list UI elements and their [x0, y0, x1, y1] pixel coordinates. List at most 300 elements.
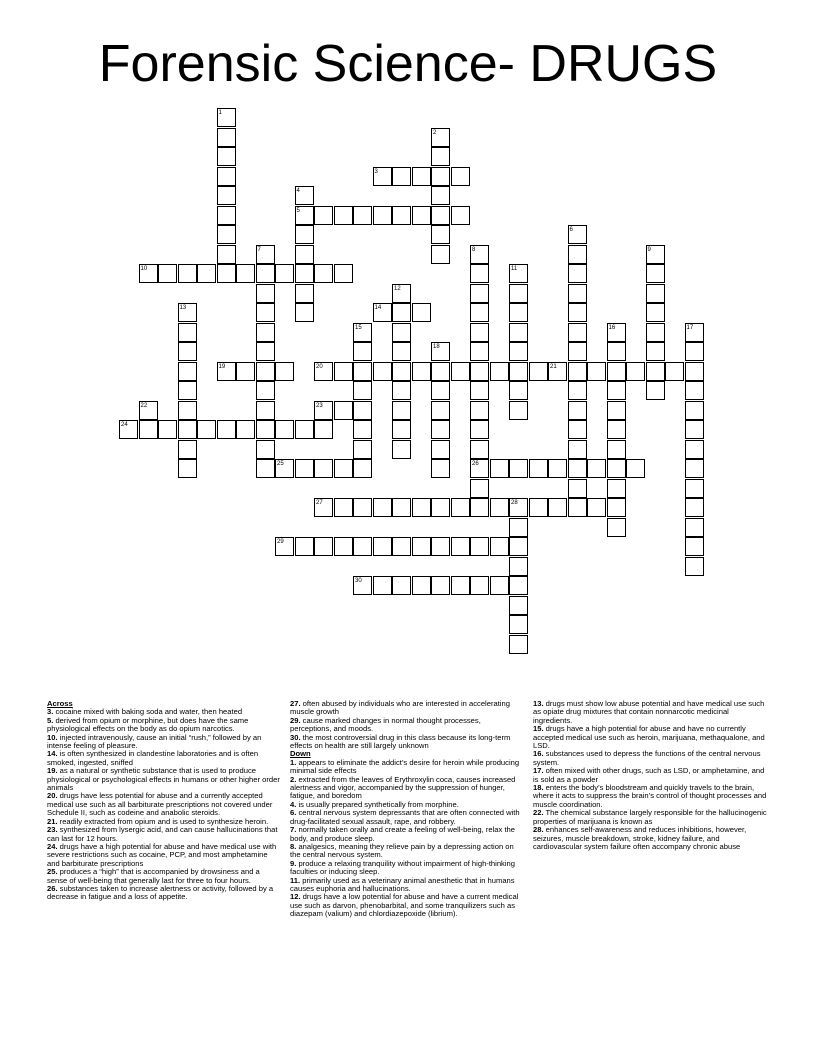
clue-item-number: 3.: [47, 707, 54, 717]
clue-item-number: 15.: [533, 724, 544, 734]
clue-number: 26: [472, 461, 479, 467]
grid-cell[interactable]: [217, 420, 236, 439]
clue-number: 12: [394, 285, 401, 292]
grid-cell[interactable]: [509, 381, 528, 400]
grid-cell[interactable]: [685, 440, 704, 459]
grid-cell[interactable]: [178, 342, 197, 361]
grid-cell[interactable]: [470, 264, 489, 283]
grid-cell[interactable]: [470, 420, 489, 439]
grid-cell[interactable]: [314, 206, 333, 225]
grid-cell[interactable]: [470, 576, 489, 595]
clue-item-number: 12.: [290, 892, 301, 902]
clue-number: 29: [277, 539, 284, 545]
clue-item: [47, 767, 282, 792]
clue-number: 10: [140, 266, 148, 272]
clue-item-text: is usually prepared synthetically from morphine.: [296, 799, 459, 809]
grid-cell[interactable]: [646, 323, 665, 342]
grid-cell[interactable]: [256, 284, 275, 303]
grid-cell[interactable]: [334, 498, 353, 517]
clue-item-number: 2.: [290, 774, 297, 784]
grid-cell[interactable]: [626, 459, 645, 478]
grid-cell[interactable]: [685, 459, 704, 478]
grid-cell[interactable]: [353, 420, 372, 439]
grid-cell[interactable]: [607, 362, 626, 381]
grid-cell[interactable]: [431, 167, 450, 186]
grid-cell[interactable]: [217, 108, 236, 127]
clue-item-text: is often synthesized in clandestine laboratories and is often smoked, ingested, sniffed: [47, 749, 259, 767]
grid-cell[interactable]: [412, 576, 431, 595]
grid-cell[interactable]: [685, 479, 704, 498]
grid-cell[interactable]: [178, 459, 197, 478]
grid-cell[interactable]: [431, 537, 450, 556]
grid-cell[interactable]: [646, 362, 665, 381]
grid-cell[interactable]: [334, 264, 353, 283]
grid-cell[interactable]: [256, 459, 275, 478]
grid-cell[interactable]: [685, 342, 704, 361]
clue-number: 24: [121, 422, 128, 428]
clue-item-number: 14.: [47, 749, 58, 759]
clue-number: 4: [296, 188, 300, 194]
clue-item-number: 4.: [290, 799, 297, 809]
clue-number: 7: [257, 246, 261, 253]
clue-item-text: normally taken orally and create a feeling of well-being, relax the body, and produce sleep.: [290, 825, 515, 843]
grid-cell[interactable]: [646, 342, 665, 361]
grid-cell[interactable]: [295, 245, 314, 264]
grid-cell[interactable]: [217, 147, 236, 166]
clue-item-text: often abused by individuals who are interested in accelerating muscle growth: [290, 699, 510, 717]
grid-cell[interactable]: [373, 362, 392, 381]
clue-item-text: extracted from the leaves of Erythroxylin coca, causes increased alertness and vigor, accompanied by the suppression of hunger, fatigue, and boredom: [290, 774, 516, 801]
grid-cell[interactable]: [392, 303, 411, 322]
grid-cell[interactable]: [158, 420, 177, 439]
clue-item: [47, 717, 282, 734]
grid-cell[interactable]: [256, 362, 275, 381]
clue-item: [533, 809, 768, 826]
grid-cell[interactable]: [256, 401, 275, 420]
grid-cell[interactable]: [256, 342, 275, 361]
grid-cell[interactable]: [353, 401, 372, 420]
clue-item: [290, 776, 522, 801]
clue-item-number: 13.: [533, 699, 544, 708]
clue-item-number: 27.: [290, 699, 301, 708]
grid-cell[interactable]: [490, 362, 509, 381]
grid-cell[interactable]: [685, 401, 704, 420]
grid-cell[interactable]: [295, 537, 314, 556]
grid-cell[interactable]: [568, 245, 587, 264]
clue-item-text: drugs have less potential for abuse and a currently accepted medical use such as all barbiturate prescriptions not covered under Schedule II, such as codeine and anabolic steroids.: [47, 791, 273, 818]
grid-cell[interactable]: [275, 420, 294, 439]
clue-number: 19: [218, 363, 226, 370]
grid-cell[interactable]: [431, 420, 450, 439]
grid-cell[interactable]: [509, 342, 528, 361]
grid-cell[interactable]: [490, 459, 509, 478]
grid-cell[interactable]: [256, 440, 275, 459]
clue-number: 23: [316, 402, 323, 409]
grid-cell[interactable]: [431, 381, 450, 400]
grid-cell[interactable]: [568, 323, 587, 342]
grid-cell[interactable]: [470, 479, 489, 498]
grid-cell[interactable]: [314, 459, 333, 478]
grid-cell[interactable]: [373, 537, 392, 556]
grid-cell[interactable]: [509, 537, 528, 556]
grid-cell[interactable]: [353, 576, 372, 595]
grid-cell[interactable]: [490, 576, 509, 595]
grid-cell[interactable]: [646, 264, 665, 283]
grid-cell[interactable]: [607, 440, 626, 459]
grid-cell[interactable]: [217, 225, 236, 244]
grid-cell[interactable]: [353, 323, 372, 342]
clue-item-text: derived from opium or morphine, but does have the same physiological effects on the body as do opium narcotics.: [47, 715, 249, 734]
grid-cell[interactable]: [509, 362, 528, 381]
grid-cell[interactable]: [509, 323, 528, 342]
grid-cell[interactable]: [334, 362, 353, 381]
grid-cell[interactable]: [373, 167, 392, 186]
grid-cell[interactable]: [314, 537, 333, 556]
clue-item-text: synthesized from lysergic acid, and can cause hallucinations that can last for 12 hours.: [47, 825, 278, 843]
grid-cell[interactable]: [412, 498, 431, 517]
grid-cell[interactable]: [178, 401, 197, 420]
grid-cell[interactable]: [334, 537, 353, 556]
grid-cell[interactable]: [607, 381, 626, 400]
grid-cell[interactable]: [217, 186, 236, 205]
grid-cell[interactable]: [509, 264, 528, 283]
clues-column-1: [47, 700, 282, 902]
grid-cell[interactable]: [685, 537, 704, 556]
grid-cell[interactable]: [451, 206, 470, 225]
grid-cell[interactable]: [431, 128, 450, 147]
grid-cell[interactable]: [451, 362, 470, 381]
grid-cell[interactable]: [217, 245, 236, 264]
grid-cell[interactable]: [392, 342, 411, 361]
grid-cell[interactable]: [548, 459, 567, 478]
grid-cell[interactable]: [607, 498, 626, 517]
grid-cell[interactable]: [392, 323, 411, 342]
grid-cell[interactable]: [431, 440, 450, 459]
grid-cell[interactable]: [607, 420, 626, 439]
grid-cell[interactable]: [392, 576, 411, 595]
clue-item: [47, 826, 282, 843]
grid-cell[interactable]: [295, 459, 314, 478]
grid-cell[interactable]: [334, 206, 353, 225]
grid-cell[interactable]: [178, 362, 197, 381]
clue-number: 16: [608, 324, 616, 331]
grid-cell[interactable]: [470, 245, 489, 264]
grid-cell[interactable]: [470, 323, 489, 342]
grid-cell[interactable]: [509, 498, 528, 517]
grid-cell[interactable]: [178, 303, 197, 322]
grid-cell[interactable]: [685, 518, 704, 537]
clue-item-number: 19.: [47, 766, 58, 776]
grid-cell[interactable]: [295, 303, 314, 322]
grid-cell[interactable]: [295, 264, 314, 283]
grid-cell[interactable]: [568, 362, 587, 381]
grid-cell[interactable]: [470, 498, 489, 517]
grid-cell[interactable]: [412, 362, 431, 381]
clue-item-text: analgesics, meaning they relieve pain by a depressing action on the central nervous system.: [290, 841, 514, 860]
grid-cell[interactable]: [646, 303, 665, 322]
grid-cell[interactable]: [431, 362, 450, 381]
grid-cell[interactable]: [470, 303, 489, 322]
grid-cell[interactable]: [158, 264, 177, 283]
grid-cell[interactable]: [217, 362, 236, 381]
grid-cell[interactable]: [392, 537, 411, 556]
grid-cell[interactable]: [197, 264, 216, 283]
grid-cell[interactable]: [178, 420, 197, 439]
clue-number: 27: [316, 500, 323, 506]
grid-cell[interactable]: [139, 401, 158, 420]
grid-cell[interactable]: [431, 498, 450, 517]
clue-item-number: 10.: [47, 732, 58, 742]
grid-cell[interactable]: [509, 576, 528, 595]
puzzle-title: Forensic Science- DRUGS: [98, 35, 718, 93]
grid-cell[interactable]: [451, 498, 470, 517]
grid-cell[interactable]: [353, 537, 372, 556]
grid-cell[interactable]: [256, 245, 275, 264]
grid-cell[interactable]: [256, 303, 275, 322]
grid-cell[interactable]: [353, 342, 372, 361]
grid-cell[interactable]: [607, 342, 626, 361]
grid-cell[interactable]: [529, 362, 548, 381]
grid-cell[interactable]: [373, 303, 392, 322]
clues-column-2: [290, 700, 522, 919]
grid-cell[interactable]: [470, 284, 489, 303]
grid-cell[interactable]: [568, 459, 587, 478]
grid-cell[interactable]: [431, 459, 450, 478]
grid-cell[interactable]: [275, 459, 294, 478]
clue-item-number: 11.: [290, 875, 301, 885]
grid-cell[interactable]: [568, 498, 587, 517]
grid-cell[interactable]: [490, 537, 509, 556]
clue-item-text: drugs have a high potential for abuse and have no currently accepted medical use such as heroin, marijuana, methaqualone, and LSD.: [533, 724, 765, 751]
grid-cell[interactable]: [451, 576, 470, 595]
clue-item-number: 8.: [290, 841, 297, 851]
grid-cell[interactable]: [568, 401, 587, 420]
grid-cell[interactable]: [431, 245, 450, 264]
grid-cell[interactable]: [685, 381, 704, 400]
grid-cell[interactable]: [353, 498, 372, 517]
grid-cell[interactable]: [139, 264, 158, 283]
grid-cell[interactable]: [178, 381, 197, 400]
clue-number: 20: [316, 363, 323, 370]
grid-cell[interactable]: [275, 264, 294, 283]
grid-cell[interactable]: [334, 401, 353, 420]
grid-cell[interactable]: [256, 264, 275, 283]
grid-cell[interactable]: [236, 264, 255, 283]
clue-item-text: drugs have a high potential for abuse and have medical use with severe restrictions such as cocaine, PCP, and most amphetamine and barbiturate prescriptions: [47, 841, 277, 868]
grid-cell[interactable]: [314, 401, 333, 420]
grid-cell[interactable]: [431, 401, 450, 420]
grid-cell[interactable]: [217, 206, 236, 225]
grid-cell[interactable]: [392, 420, 411, 439]
grid-cell[interactable]: [392, 206, 411, 225]
grid-cell[interactable]: [392, 284, 411, 303]
grid-cell[interactable]: [197, 420, 216, 439]
grid-cell[interactable]: [431, 342, 450, 361]
grid-cell[interactable]: [646, 245, 665, 264]
grid-cell[interactable]: [373, 576, 392, 595]
clue-item: [533, 725, 768, 750]
grid-cell[interactable]: [217, 128, 236, 147]
grid-cell[interactable]: [139, 420, 158, 439]
grid-cell[interactable]: [685, 498, 704, 517]
grid-cell[interactable]: [509, 596, 528, 615]
grid-cell[interactable]: [568, 225, 587, 244]
grid-cell[interactable]: [470, 342, 489, 361]
clue-item: [47, 750, 282, 767]
grid-cell[interactable]: [685, 557, 704, 576]
grid-cell[interactable]: [470, 459, 489, 478]
clue-section-heading: Down: [290, 749, 311, 759]
grid-cell[interactable]: [392, 381, 411, 400]
clue-item: [533, 826, 768, 851]
grid-cell[interactable]: [646, 284, 665, 303]
clue-number: 30: [355, 578, 362, 584]
grid-cell[interactable]: [353, 206, 372, 225]
grid-cell[interactable]: [607, 459, 626, 478]
grid-cell[interactable]: [665, 362, 684, 381]
clue-item-text: enters the body’s bloodstream and quickly travels to the brain, where it acts to suppress the brain’s control of thought processes and muscle coordination.: [533, 783, 767, 809]
grid-cell[interactable]: [529, 498, 548, 517]
grid-cell[interactable]: [275, 537, 294, 556]
grid-cell[interactable]: [529, 459, 548, 478]
clue-number: 17: [686, 324, 694, 331]
grid-cell[interactable]: [626, 362, 645, 381]
clue-item: [533, 784, 768, 809]
grid-cell[interactable]: [568, 284, 587, 303]
clue-item-text: cause marked changes in normal thought processes, perceptions, and moods.: [290, 715, 481, 734]
grid-cell[interactable]: [685, 420, 704, 439]
grid-cell[interactable]: [548, 498, 567, 517]
grid-cell[interactable]: [373, 498, 392, 517]
grid-cell[interactable]: [685, 323, 704, 342]
grid-cell[interactable]: [314, 264, 333, 283]
clue-item-text: enhances self-awareness and reduces inhibitions, however, seizures, muscle breakdown, stroke, kidney failure, and cardiovascular system failure often accompany chronic abuse: [533, 825, 747, 851]
grid-cell[interactable]: [587, 498, 606, 517]
grid-cell[interactable]: [295, 284, 314, 303]
clue-item: [290, 877, 522, 894]
grid-cell[interactable]: [217, 264, 236, 283]
grid-cell[interactable]: [412, 303, 431, 322]
grid-cell[interactable]: [178, 264, 197, 283]
clue-number: 9: [647, 246, 651, 253]
grid-cell[interactable]: [568, 420, 587, 439]
grid-cell[interactable]: [568, 479, 587, 498]
clue-section-heading: Across: [47, 699, 73, 708]
clue-item: [533, 767, 768, 784]
grid-cell[interactable]: [509, 303, 528, 322]
clue-number: 22: [140, 402, 148, 409]
grid-cell[interactable]: [275, 362, 294, 381]
grid-cell[interactable]: [314, 420, 333, 439]
grid-cell[interactable]: [451, 537, 470, 556]
grid-cell[interactable]: [490, 498, 509, 517]
grid-cell[interactable]: [431, 206, 450, 225]
grid-cell[interactable]: [392, 401, 411, 420]
grid-cell[interactable]: [295, 186, 314, 205]
grid-cell[interactable]: [392, 440, 411, 459]
grid-cell[interactable]: [178, 440, 197, 459]
grid-cell[interactable]: [392, 362, 411, 381]
grid-cell[interactable]: [412, 167, 431, 186]
grid-cell[interactable]: [353, 440, 372, 459]
grid-cell[interactable]: [607, 401, 626, 420]
grid-cell[interactable]: [509, 615, 528, 634]
grid-cell[interactable]: [256, 420, 275, 439]
grid-cell[interactable]: [470, 401, 489, 420]
grid-cell[interactable]: [470, 362, 489, 381]
grid-cell[interactable]: [568, 342, 587, 361]
clue-item: [290, 717, 522, 734]
grid-cell[interactable]: [587, 362, 606, 381]
grid-cell[interactable]: [236, 362, 255, 381]
grid-cell[interactable]: [431, 576, 450, 595]
grid-cell[interactable]: [548, 362, 567, 381]
grid-cell[interactable]: [353, 381, 372, 400]
grid-cell[interactable]: [314, 498, 333, 517]
grid-cell[interactable]: [412, 537, 431, 556]
grid-cell[interactable]: [470, 440, 489, 459]
clue-item-text: produce a relaxing tranquility without impairment of high-thinking faculties or inducing sleep.: [290, 858, 515, 877]
grid-cell[interactable]: [568, 381, 587, 400]
grid-cell[interactable]: [431, 186, 450, 205]
grid-cell[interactable]: [314, 362, 333, 381]
grid-cell[interactable]: [431, 225, 450, 244]
grid-cell[interactable]: [295, 420, 314, 439]
grid-cell[interactable]: [509, 401, 528, 420]
grid-cell[interactable]: [353, 459, 372, 478]
clue-item-number: 30.: [290, 732, 301, 742]
grid-cell[interactable]: [607, 323, 626, 342]
clue-item: [47, 868, 282, 885]
grid-cell[interactable]: [353, 362, 372, 381]
grid-cell[interactable]: [412, 206, 431, 225]
grid-cell[interactable]: [685, 362, 704, 381]
grid-cell[interactable]: [295, 225, 314, 244]
grid-cell[interactable]: [392, 167, 411, 186]
grid-cell[interactable]: [392, 498, 411, 517]
grid-cell[interactable]: [509, 284, 528, 303]
grid-cell[interactable]: [451, 167, 470, 186]
grid-cell[interactable]: [568, 303, 587, 322]
clue-item-number: 1.: [290, 757, 297, 767]
grid-cell[interactable]: [646, 381, 665, 400]
grid-cell[interactable]: [568, 440, 587, 459]
grid-cell[interactable]: [295, 206, 314, 225]
grid-cell[interactable]: [256, 381, 275, 400]
clue-item: [290, 893, 522, 918]
grid-cell[interactable]: [431, 147, 450, 166]
grid-cell[interactable]: [607, 518, 626, 537]
grid-cell[interactable]: [470, 537, 489, 556]
grid-cell[interactable]: [119, 420, 138, 439]
grid-cell[interactable]: [509, 459, 528, 478]
grid-cell[interactable]: [256, 323, 275, 342]
grid-cell[interactable]: [178, 323, 197, 342]
clue-item: [533, 700, 768, 725]
grid-cell[interactable]: [509, 557, 528, 576]
grid-cell[interactable]: [373, 206, 392, 225]
grid-cell[interactable]: [509, 518, 528, 537]
grid-cell[interactable]: [236, 420, 255, 439]
grid-cell[interactable]: [470, 381, 489, 400]
grid-cell[interactable]: [568, 264, 587, 283]
grid-cell[interactable]: [587, 459, 606, 478]
grid-cell[interactable]: [334, 459, 353, 478]
grid-cell[interactable]: [509, 635, 528, 654]
clue-item: [290, 700, 522, 717]
grid-cell[interactable]: [607, 479, 626, 498]
grid-cell[interactable]: [217, 167, 236, 186]
